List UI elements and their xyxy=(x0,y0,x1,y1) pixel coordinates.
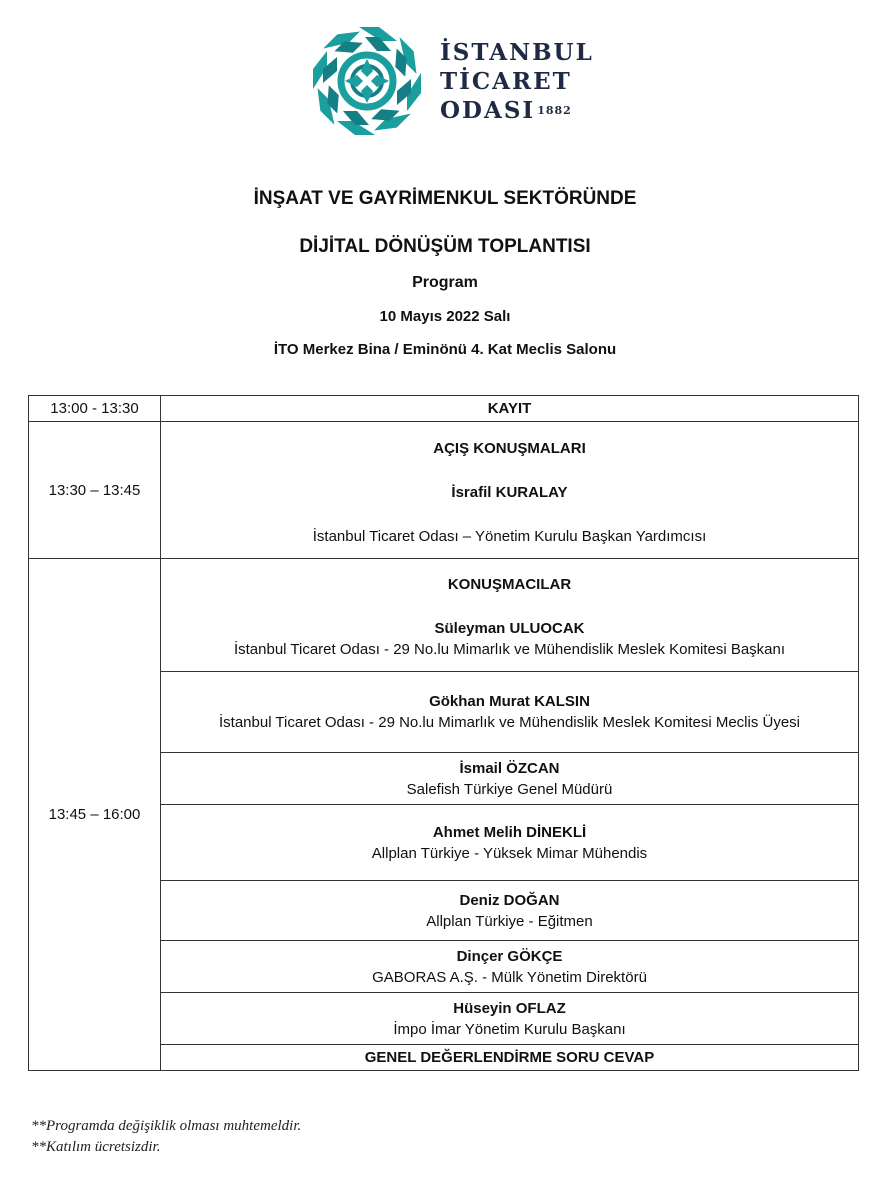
speakers-intro-cell xyxy=(161,559,859,672)
speaker-name: Gökhan Murat KALSIN xyxy=(429,693,590,710)
ito-logo-emblem-icon xyxy=(306,20,428,142)
time-cell: 13:30 – 13:45 xyxy=(29,422,161,559)
time-cell: 13:45 – 16:00 xyxy=(29,559,161,1071)
speaker-role: İstanbul Ticaret Odası - 29 No.lu Mimarlık ve Mühendislik Meslek Komitesi Meclis Üyesi xyxy=(218,714,801,731)
logo-wordmark xyxy=(440,38,594,125)
footnotes xyxy=(31,1116,301,1158)
event-date: 10 Mayıs 2022 Salı xyxy=(379,308,511,325)
speaker-cell xyxy=(161,753,859,805)
logo-year: 1882 xyxy=(537,104,572,117)
speaker-role: İstanbul Ticaret Odası – Yönetim Kurulu Başkan Yardımcısı xyxy=(312,527,707,545)
schedule-row-opening xyxy=(29,422,859,559)
speaker-name: İsrafil KURALAY xyxy=(451,483,568,501)
session-title: KONUŞMACILAR xyxy=(447,576,572,593)
schedule-row-registration xyxy=(29,396,859,422)
logo-odasi: ODASI xyxy=(440,97,536,124)
speaker-name: Deniz DOĞAN xyxy=(459,891,560,909)
speaker-role: İstanbul Ticaret Odası - 29 No.lu Mimarlık ve Mühendislik Meslek Komitesi Başkanı xyxy=(233,641,786,658)
speaker-cell xyxy=(161,941,859,993)
speaker-cell xyxy=(161,993,859,1045)
speaker-name: Hüseyin OFLAZ xyxy=(453,999,566,1017)
document-title-line1: İNŞAAT VE GAYRİMENKUL SEKTÖRÜNDE xyxy=(253,188,637,209)
footnote: **Programda değişiklik olması muhtemeldir. xyxy=(31,1118,302,1134)
speaker-role: GABORAS A.Ş. - Mülk Yönetim Direktörü xyxy=(372,968,647,986)
speaker-role: Salefish Türkiye Genel Müdürü xyxy=(406,780,613,798)
session-title: KAYIT xyxy=(161,396,859,422)
speaker-cell xyxy=(161,672,859,753)
logo-line1: İSTANBUL xyxy=(440,39,594,66)
closing-session-title: GENEL DEĞERLENDİRME SORU CEVAP xyxy=(161,1045,859,1071)
opening-session-cell xyxy=(161,422,859,559)
footnote: **Katılım ücretsizdir. xyxy=(31,1139,161,1155)
speaker-name: Dinçer GÖKÇE xyxy=(456,947,563,965)
time-cell: 13:00 - 13:30 xyxy=(29,396,161,422)
logo-line2: TİCARET xyxy=(440,68,572,95)
schedule-row-speaker xyxy=(29,559,859,672)
speaker-role: Allplan Türkiye - Eğitmen xyxy=(426,912,593,930)
logo-line3 xyxy=(440,96,594,125)
session-title: AÇIŞ KONUŞMALARI xyxy=(433,439,586,457)
speaker-role: Allplan Türkiye - Yüksek Mimar Mühendis xyxy=(371,844,648,862)
schedule-table xyxy=(28,395,859,1071)
event-venue: İTO Merkez Bina / Eminönü 4. Kat Meclis Salonu xyxy=(273,341,617,358)
speaker-name: İsmail ÖZCAN xyxy=(459,759,560,777)
document-title-line2: DİJİTAL DÖNÜŞÜM TOPLANTISI xyxy=(299,236,591,257)
speaker-name: Ahmet Melih DİNEKLİ xyxy=(432,823,587,841)
speaker-name: Süleyman ULUOCAK xyxy=(434,620,585,637)
speaker-cell xyxy=(161,805,859,881)
program-heading: Program xyxy=(412,274,478,291)
ito-logo xyxy=(306,20,596,142)
speaker-role: İmpo İmar Yönetim Kurulu Başkanı xyxy=(393,1020,626,1038)
speaker-cell xyxy=(161,881,859,941)
